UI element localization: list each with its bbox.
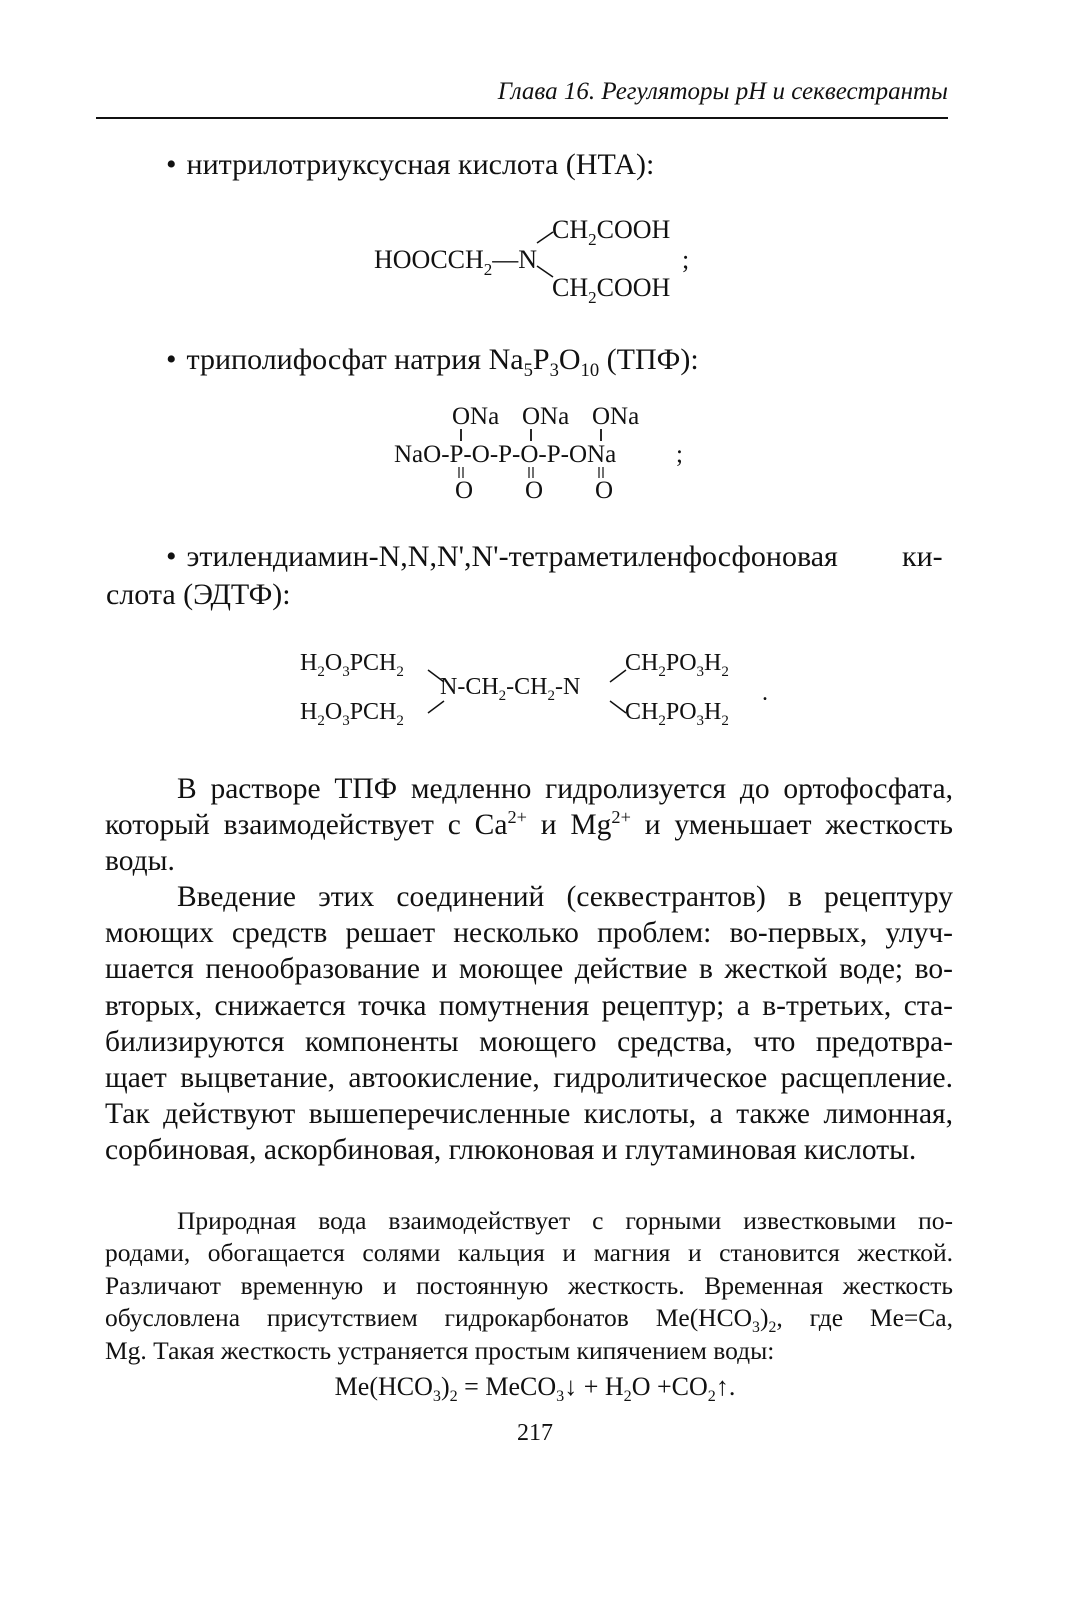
edtf-bond-lr <box>610 701 626 713</box>
tpf-terminator: ; <box>676 441 683 468</box>
paragraph-line: щает выцветание, автоокисление, гидролитическое расщепление. <box>105 1062 953 1095</box>
paragraph-tpf-hydrolysis <box>105 771 953 880</box>
edtf-terminator: . <box>762 680 768 706</box>
edtf-lower-left: $H_2O_3PCH_2$ <box>300 699 404 729</box>
paragraph-line: шается пенообразование и моющее действие в жесткой воде; во- <box>105 953 953 986</box>
edtf-upper-left: $H_2O_3PCH_2$ <box>300 650 404 680</box>
tpf-top-1: ONa <box>452 403 500 430</box>
paragraph-line: Введение этих соединений (секвестрантов) в рецептуру <box>177 881 953 913</box>
nta-top-branch: $CH_2COOH$ <box>552 215 671 249</box>
paragraph-line-formula: обусловлена присутствием гидрокарбонатов $Me(HCO_3)_2$, где Me=Ca, <box>105 1303 953 1337</box>
nta-terminator: ; <box>682 245 690 274</box>
bullet-dot: • <box>166 148 177 181</box>
tpf-bottom-1: O <box>455 477 474 504</box>
bullet-dot: • <box>166 540 177 573</box>
tpf-bottom-3: O <box>595 477 614 504</box>
paragraph-line: Так действуют вышеперечисленные кислоты, а также лимонная, <box>105 1098 953 1131</box>
bullet-tpf-text: триполифосфат натрия $Na_5P_3O_{10}$ (ТПФ): <box>186 343 699 381</box>
nta-left: $HOOCCH_2—N$ <box>374 245 538 279</box>
paragraph-line: Mg. Такая жесткость устраняется простым кипячением воды: <box>105 1335 775 1365</box>
paragraph-line-ions: который взаимодействует с $Ca^{2+}$ и $Mg^{2+}$ и уменьшает жесткость <box>105 807 953 842</box>
bullet-nta-text: нитрилотриуксусная кислота (НТА): <box>186 148 655 181</box>
paragraph-line: вторых, снижается точка помутнения рецептур; а в-третьих, ста- <box>105 989 953 1022</box>
edtf-lower-right: $CH_2PO_3H_2$ <box>625 699 729 729</box>
paragraph-line: сорбиновая, аскорбиновая, глюконовая и глутаминовая кислоты. <box>105 1134 917 1167</box>
nta-bottom-branch: $CH_2COOH$ <box>552 273 671 307</box>
edtf-center: $N-CH_2-CH_2-N$ <box>440 674 581 704</box>
edtf-bond-ll <box>428 701 444 713</box>
paragraph-sequestrants <box>105 879 953 1169</box>
tpf-chain: NaO-P-O-P-O-P-ONa <box>394 441 617 468</box>
tpf-top-3: ONa <box>592 403 640 430</box>
equation-boiling: $Me(HCO_3)_2$ = MeCO$_3$↓ + $H_2O$ $+CO_2↑$. <box>334 1372 736 1406</box>
paragraph-line: моющих средств решает несколько проблем: во-первых, улуч- <box>105 917 953 950</box>
tpf-bottom-2: O <box>525 477 544 504</box>
page-number: 217 <box>517 1420 553 1446</box>
paragraph-line: Различают временную и постоянную жесткость. Временная жесткость <box>105 1270 953 1300</box>
paragraph-line: В растворе ТПФ медленно гидролизуется до ортофосфата, <box>177 773 953 805</box>
paragraph-line: билизируются компоненты моющего средства, что предотвра- <box>105 1025 953 1058</box>
paragraph-line: воды. <box>105 845 175 878</box>
paragraph-line: Природная вода взаимодействует с горными известковыми по- <box>177 1206 953 1235</box>
bullet-dot: • <box>166 343 177 376</box>
bullet-edtf-hyphen: ки- <box>902 540 943 573</box>
paragraph-line: родами, обогащается солями кальция и магния и становится жесткой. <box>105 1238 953 1268</box>
bullet-edtf-line2: слота (ЭДТФ): <box>106 578 291 611</box>
paragraph-water-hardness <box>105 1205 953 1367</box>
running-header: Глава 16. Регуляторы pH и секвестранты <box>497 78 948 105</box>
edtf-bond-ur <box>610 670 626 682</box>
bullet-edtf-text: этилендиамин-N,N,N',N'-тетраметиленфосфоновая <box>186 540 838 573</box>
tpf-top-2: ONa <box>522 403 570 430</box>
edtf-upper-right: $CH_2PO_3H_2$ <box>625 650 729 680</box>
